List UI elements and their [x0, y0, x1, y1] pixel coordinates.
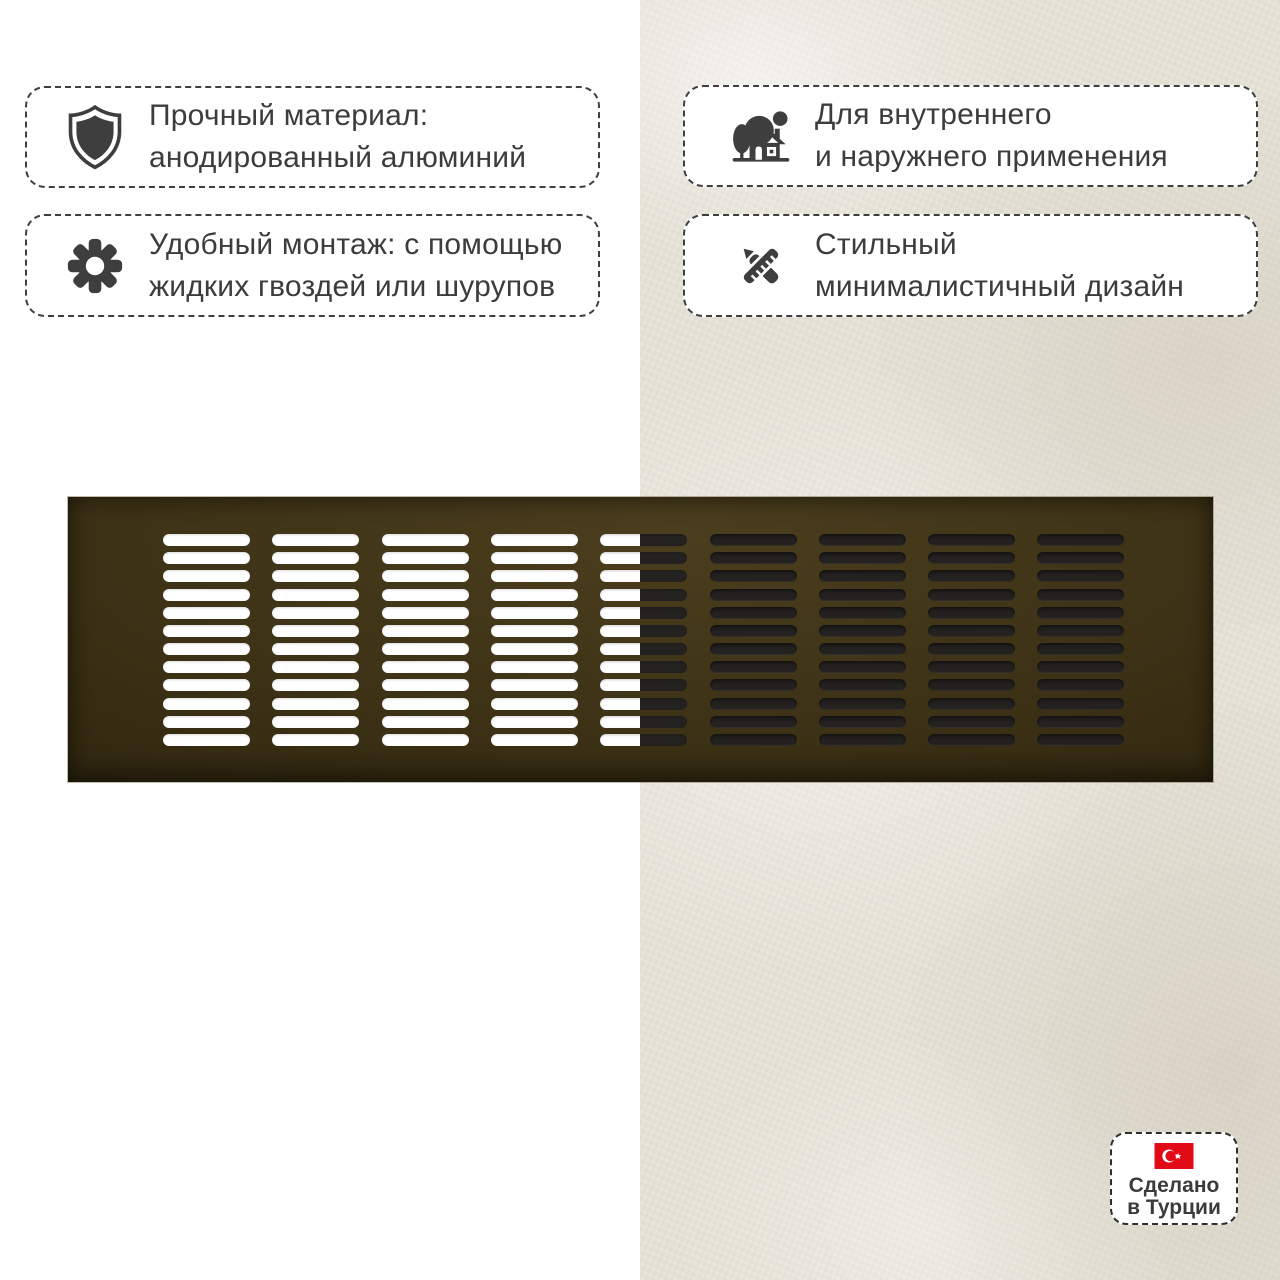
vent-slot — [491, 643, 578, 655]
vent-slot — [163, 716, 250, 728]
shield-icon — [63, 104, 127, 170]
vent-slot — [272, 607, 359, 619]
vent-slot — [710, 552, 797, 564]
vent-slot — [272, 679, 359, 691]
pencil-ruler-icon — [729, 233, 793, 299]
vent-slot — [272, 698, 359, 710]
vent-slot — [272, 661, 359, 673]
vent-slot — [491, 589, 578, 601]
vent-slot — [600, 534, 687, 546]
vent-slot — [710, 716, 797, 728]
vent-slot — [1037, 679, 1124, 691]
vent-slot — [491, 698, 578, 710]
feature-text-usage — [815, 94, 1168, 178]
turkey-flag-icon — [1154, 1143, 1194, 1169]
vent-slot — [272, 589, 359, 601]
vent-slot — [382, 679, 469, 691]
vent-slot — [1037, 716, 1124, 728]
vent-slot — [928, 716, 1015, 728]
vent-slot — [491, 734, 578, 746]
vent-slot — [819, 661, 906, 673]
vent-slot — [819, 607, 906, 619]
vent-slot — [710, 679, 797, 691]
vent-slot — [1037, 534, 1124, 546]
vent-slot — [600, 661, 687, 673]
vent-slot — [491, 534, 578, 546]
vent-slot — [382, 643, 469, 655]
vent-slot — [928, 607, 1015, 619]
vent-slot — [710, 589, 797, 601]
vent-slot — [163, 589, 250, 601]
vent-slot — [382, 589, 469, 601]
vent-slot — [163, 643, 250, 655]
vent-slot — [163, 661, 250, 673]
vent-slot — [272, 716, 359, 728]
vent-slot — [382, 534, 469, 546]
made-in-line: в Турции — [1127, 1196, 1221, 1219]
vent-slot — [710, 698, 797, 710]
vent-slot — [600, 625, 687, 637]
vent-slot — [382, 734, 469, 746]
vent-slot — [163, 679, 250, 691]
vent-slot — [1037, 607, 1124, 619]
vent-slot — [928, 570, 1015, 582]
vent-slot — [819, 570, 906, 582]
vent-slot — [382, 570, 469, 582]
feature-text-material — [149, 95, 526, 179]
vent-slot — [819, 679, 906, 691]
vent-slot — [600, 607, 687, 619]
house-icon — [729, 103, 793, 169]
vent-slot — [163, 698, 250, 710]
vent-slot — [819, 716, 906, 728]
vent-slot — [928, 698, 1015, 710]
vent-slot — [163, 552, 250, 564]
feature-text-mounting — [149, 224, 562, 308]
vent-slot — [928, 589, 1015, 601]
made-in-line: Сделано — [1128, 1174, 1220, 1197]
vent-slot — [928, 661, 1015, 673]
vent-slot — [1037, 552, 1124, 564]
made-in-text — [1127, 1175, 1221, 1219]
vent-slot — [1037, 589, 1124, 601]
vent-slot — [819, 643, 906, 655]
vent-slot — [1037, 734, 1124, 746]
made-in-badge — [1110, 1132, 1238, 1225]
vent-slot — [382, 716, 469, 728]
vent-slot — [163, 607, 250, 619]
vent-slot — [710, 643, 797, 655]
vent-slot — [163, 734, 250, 746]
feature-line: Прочный материал: — [149, 99, 429, 132]
vent-slot — [819, 552, 906, 564]
feature-line: Для внутреннего — [815, 98, 1052, 131]
vent-slot — [600, 570, 687, 582]
vent-slot — [710, 534, 797, 546]
feature-text-design — [815, 224, 1184, 308]
feature-line: Стильный — [815, 227, 957, 261]
vent-slot — [710, 625, 797, 637]
feature-box-mounting — [25, 214, 600, 317]
vent-slot — [272, 552, 359, 564]
vent-slot — [382, 661, 469, 673]
vent-slot — [491, 679, 578, 691]
vent-slot — [491, 625, 578, 637]
vent-slot — [272, 570, 359, 582]
feature-box-material — [25, 86, 600, 188]
vent-slot — [1037, 661, 1124, 673]
vent-slot — [1037, 698, 1124, 710]
vent-slot — [382, 607, 469, 619]
vent-slot — [1037, 625, 1124, 637]
vent-slot — [491, 716, 578, 728]
vent-slot — [1037, 570, 1124, 582]
vent-slot — [491, 552, 578, 564]
vent-slot — [710, 570, 797, 582]
vent-slot — [819, 534, 906, 546]
feature-line: минималистичный дизайн — [815, 269, 1185, 303]
vent-slot — [819, 589, 906, 601]
vent-slot — [272, 643, 359, 655]
feature-box-usage — [683, 85, 1258, 187]
vent-slot — [928, 625, 1015, 637]
vent-slot — [600, 643, 687, 655]
vent-slot — [600, 552, 687, 564]
vent-slot — [600, 589, 687, 601]
vent-slot — [491, 661, 578, 673]
grille-panel — [68, 497, 1213, 782]
vent-slot — [819, 734, 906, 746]
feature-line: жидких гвоздей или шурупов — [149, 269, 556, 303]
gear-icon — [63, 233, 127, 299]
vent-slot — [600, 679, 687, 691]
vent-slot — [272, 734, 359, 746]
feature-box-design — [683, 214, 1258, 317]
vent-slot — [819, 625, 906, 637]
vent-slot — [928, 643, 1015, 655]
vent-slot — [272, 625, 359, 637]
vent-slot — [163, 625, 250, 637]
feature-line: Удобный монтаж: с помощью — [149, 227, 563, 261]
vent-slot — [382, 698, 469, 710]
vent-slot — [382, 625, 469, 637]
vent-slot — [710, 607, 797, 619]
vent-slot — [491, 570, 578, 582]
vent-slot — [928, 552, 1015, 564]
feature-line: и наружнего применения — [815, 140, 1168, 173]
vent-slot — [491, 607, 578, 619]
vent-slot — [272, 534, 359, 546]
vent-slot — [600, 716, 687, 728]
vent-slot — [928, 679, 1015, 691]
vent-slot — [600, 734, 687, 746]
vent-slot — [928, 734, 1015, 746]
vent-slot — [710, 661, 797, 673]
vent-slot — [382, 552, 469, 564]
vent-slot — [163, 570, 250, 582]
vent-slot — [928, 534, 1015, 546]
vent-slot — [163, 534, 250, 546]
vent-slot — [710, 734, 797, 746]
vent-slot — [1037, 643, 1124, 655]
feature-line: анодированный алюминий — [149, 141, 527, 174]
vent-slot — [819, 698, 906, 710]
vent-slot — [600, 698, 687, 710]
